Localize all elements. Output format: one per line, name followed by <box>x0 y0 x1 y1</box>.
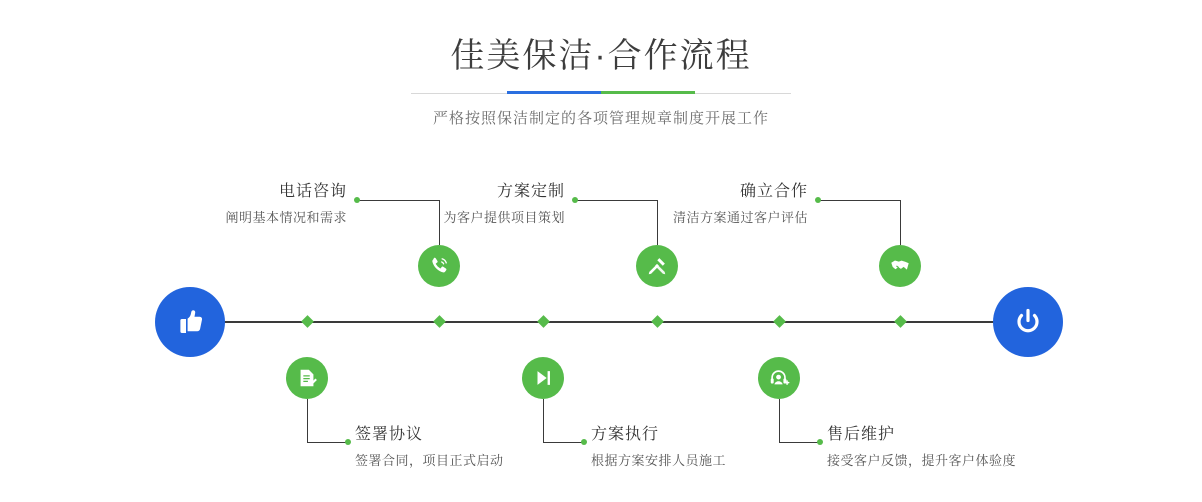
step-icon-1 <box>418 245 460 287</box>
step-label-6: 售后维护 接受客户反馈，提升客户体验度 <box>827 426 1017 468</box>
connector-horizontal-6 <box>779 442 819 443</box>
connector-vertical-1 <box>439 200 440 245</box>
axis-marker <box>433 315 446 328</box>
axis-marker <box>894 315 907 328</box>
power-icon <box>1010 304 1046 340</box>
handshake-icon <box>889 255 911 277</box>
step-label-4: 方案执行 根据方案安排人员施工 <box>591 426 727 468</box>
step-label-3: 方案定制 为客户提供项目策划 <box>443 183 565 225</box>
connector-horizontal-4 <box>543 442 583 443</box>
connector-vertical-6 <box>779 399 780 443</box>
end-node <box>993 287 1063 357</box>
thumbs-up-icon <box>173 305 207 339</box>
step-label-2: 签署协议 签署合同，项目正式启动 <box>355 426 504 468</box>
connector-dot-6 <box>817 439 823 445</box>
connector-horizontal-3 <box>575 200 657 201</box>
document-edit-icon <box>296 367 318 389</box>
timeline <box>0 150 1202 502</box>
play-step-icon <box>532 367 554 389</box>
connector-vertical-4 <box>543 399 544 443</box>
connector-vertical-2 <box>307 399 308 443</box>
divider-accent-green <box>601 91 695 94</box>
phone-icon <box>428 255 450 277</box>
step-icon-2 <box>286 357 328 399</box>
pencil-ruler-icon <box>646 255 668 277</box>
step-label-1: 电话咨询 阐明基本情况和需求 <box>225 183 347 225</box>
connector-horizontal-2 <box>307 442 347 443</box>
step-icon-4 <box>522 357 564 399</box>
step-icon-3 <box>636 245 678 287</box>
connector-vertical-5 <box>900 200 901 245</box>
connector-vertical-3 <box>657 200 658 245</box>
axis-marker <box>537 315 550 328</box>
connector-dot-5 <box>815 197 821 203</box>
connector-horizontal-1 <box>357 200 439 201</box>
connector-horizontal-5 <box>818 200 900 201</box>
divider-accent-blue <box>507 91 601 94</box>
page-subtitle: 严格按照保洁制定的各项管理规章制度开展工作 <box>432 110 769 127</box>
page-title: 佳美保洁·合作流程 <box>450 37 752 75</box>
start-node <box>155 287 225 357</box>
page-header <box>0 34 1202 128</box>
step-icon-5 <box>879 245 921 287</box>
connector-dot-1 <box>354 197 360 203</box>
title-divider <box>411 91 791 96</box>
step-icon-6 <box>758 357 800 399</box>
connector-dot-3 <box>572 197 578 203</box>
axis-marker <box>301 315 314 328</box>
headset-add-icon <box>768 367 790 389</box>
connector-dot-2 <box>345 439 351 445</box>
axis-marker <box>651 315 664 328</box>
axis-marker <box>773 315 786 328</box>
step-label-5: 确立合作 清洁方案通过客户评估 <box>672 183 808 225</box>
connector-dot-4 <box>581 439 587 445</box>
